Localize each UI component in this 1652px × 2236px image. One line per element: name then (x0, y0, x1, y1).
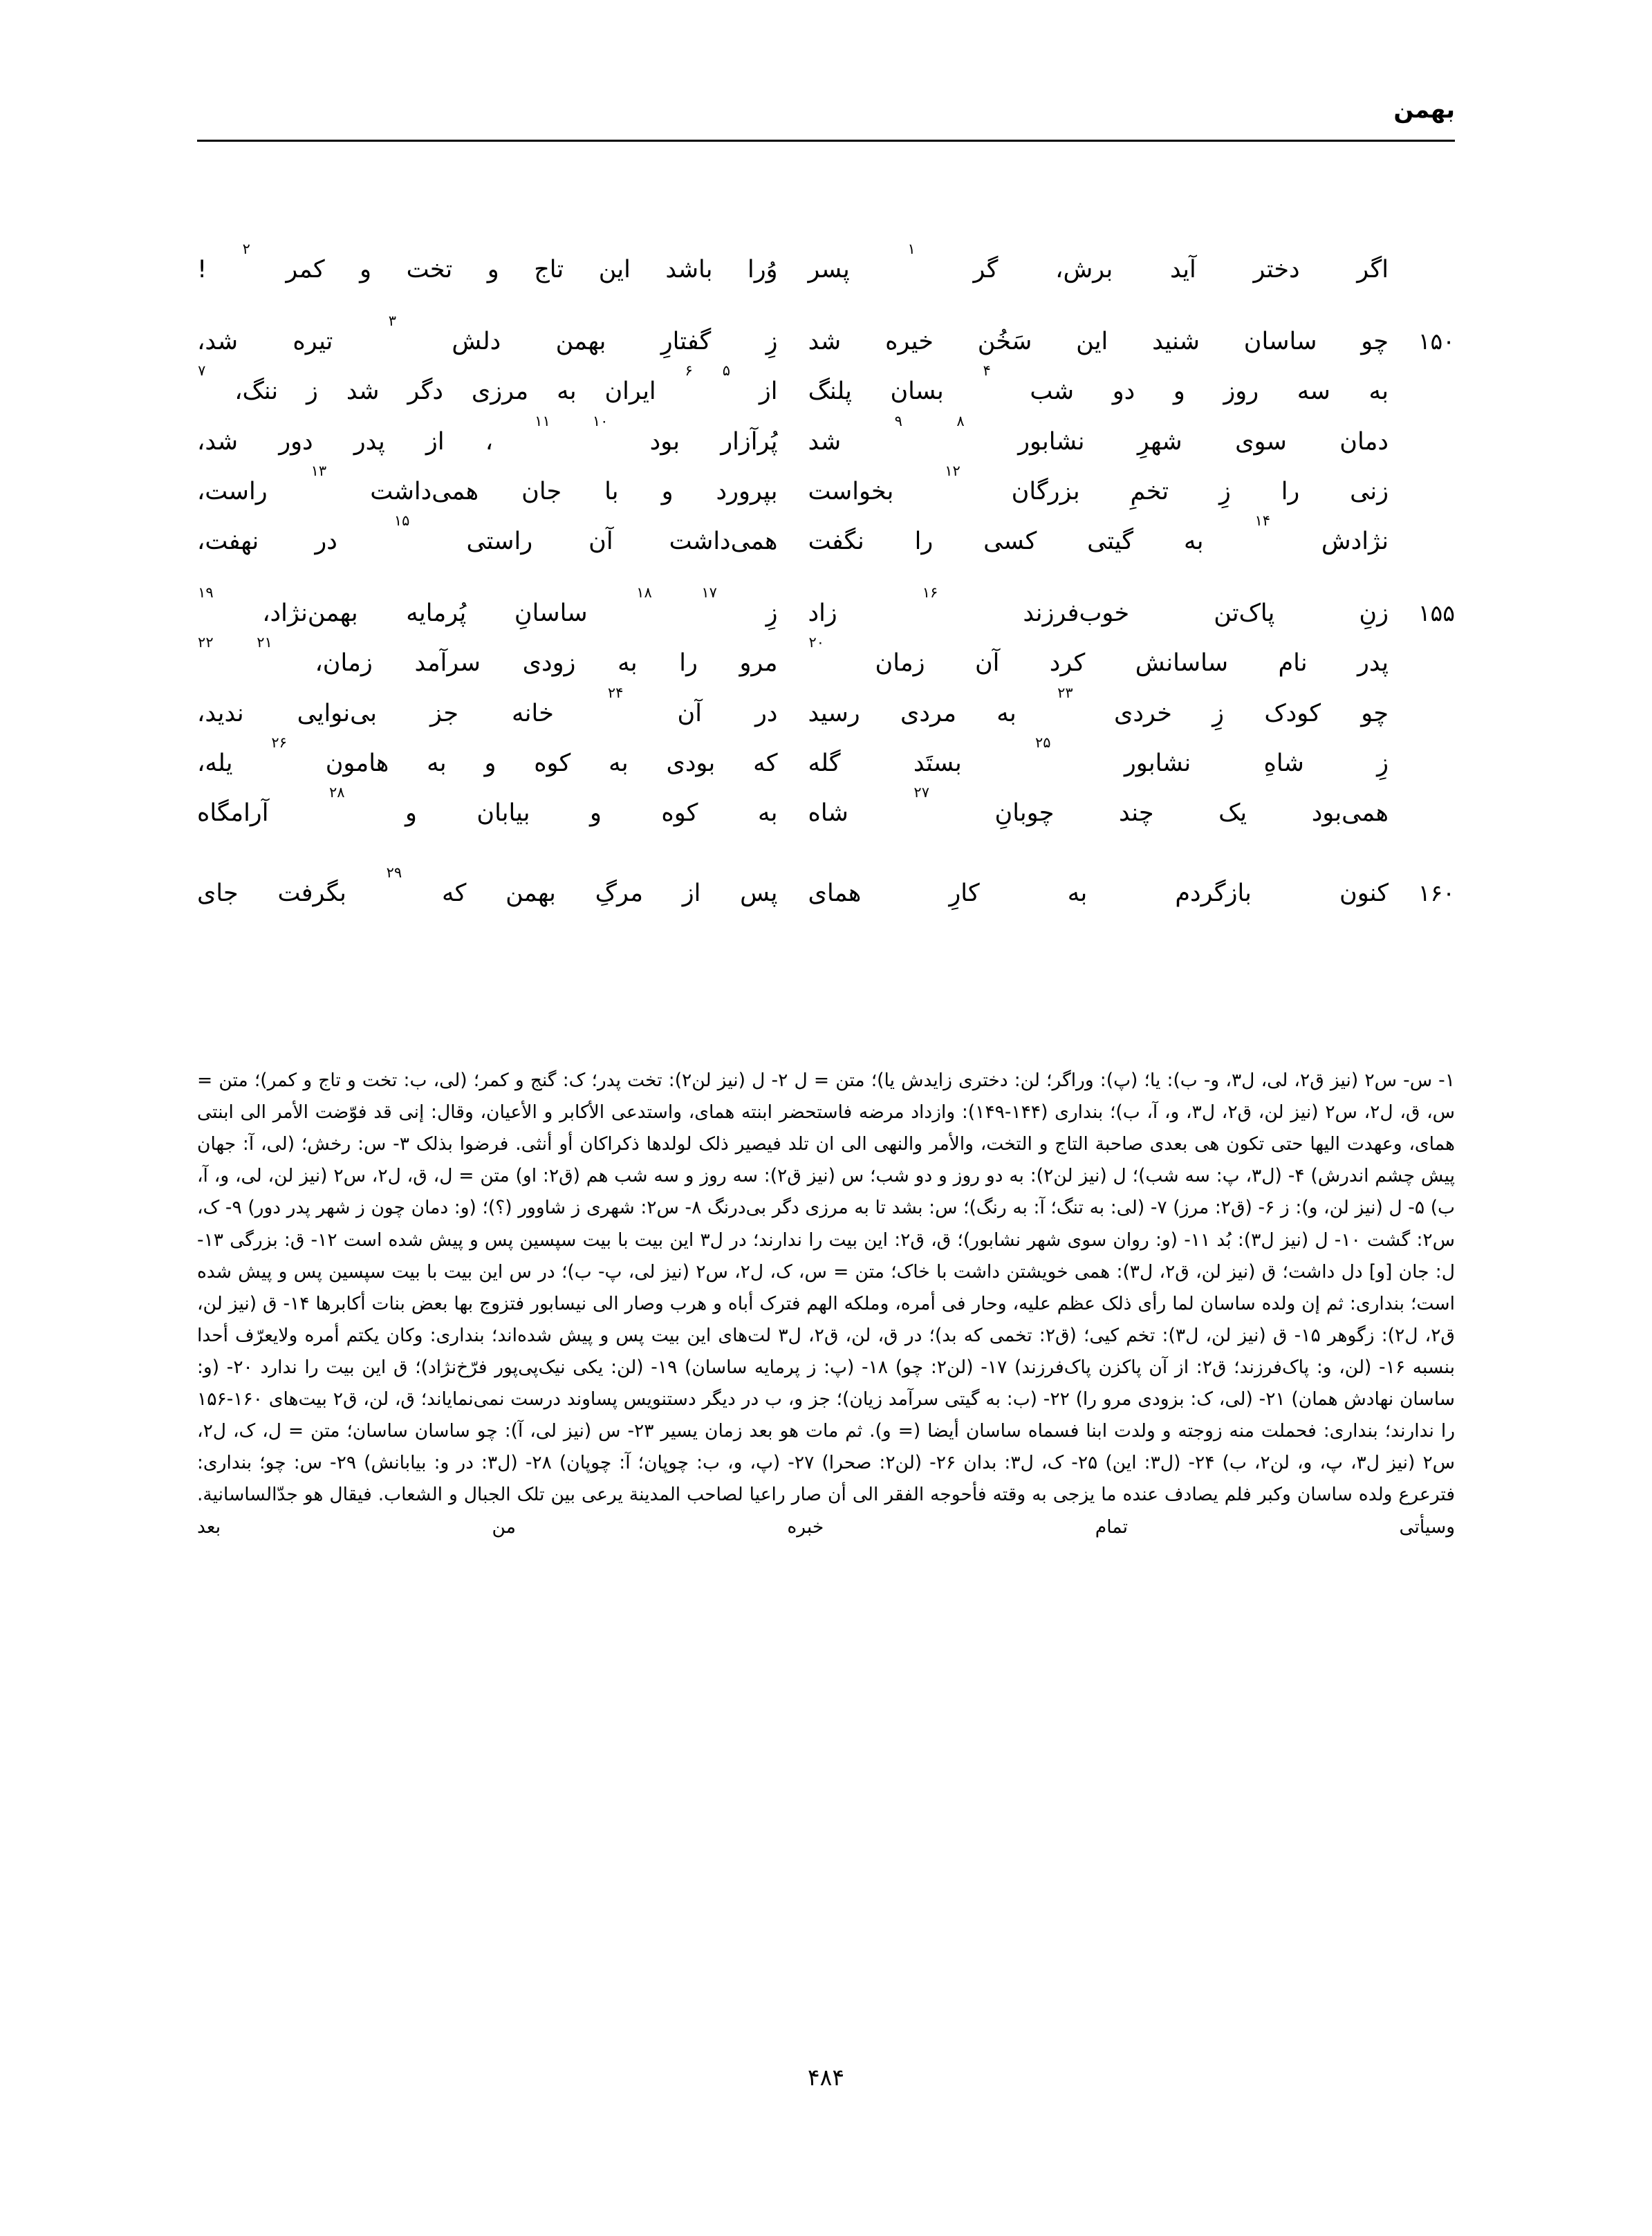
verse-word: زودی (522, 649, 576, 678)
hemistich-second (197, 734, 788, 784)
verse-word: که (441, 879, 467, 908)
verse-word: و (405, 799, 417, 827)
verse-word: ندید، (197, 699, 244, 727)
verse-word: شد (346, 378, 380, 406)
verse-word: از (759, 378, 778, 406)
verse-word: دمان (1339, 427, 1389, 456)
verse-word: مرگِ (595, 879, 644, 908)
note-marker: ۲۶ (271, 734, 287, 751)
verse-word: این (1076, 328, 1108, 356)
verse-word: کنون (1339, 879, 1389, 908)
verse-word: تخمِ (1130, 477, 1169, 505)
verse-word: نشابور (1018, 427, 1085, 456)
hemistich-second (197, 362, 788, 412)
verse-word: سَخُن (977, 328, 1032, 356)
verse-word: و (1173, 378, 1185, 406)
running-head-title: بهمن (1393, 96, 1455, 124)
verse-word: پدر (1357, 649, 1389, 678)
verse-word: چو (1361, 328, 1389, 356)
verse-word: ساسانِ (514, 599, 588, 628)
verse-couplet (197, 313, 1455, 362)
verse-word: زنِ (1359, 599, 1389, 628)
verse-word: یک (1218, 799, 1247, 827)
verse-word: ! (197, 256, 207, 283)
hemistich-first (788, 512, 1389, 562)
verse-word: زِ (765, 328, 778, 356)
verse-word: شنید (1152, 328, 1200, 356)
verse-word: زِ (765, 599, 778, 628)
verse-word: زمان، (315, 649, 373, 678)
verse-word: رسید (808, 699, 860, 727)
verse-word: با (604, 477, 619, 505)
verse-word: جان (521, 477, 562, 505)
note-marker: ۱۷ (701, 584, 717, 602)
verse-word: کودک (1264, 699, 1321, 727)
verse-word: چند (1118, 799, 1154, 827)
verse-word: همی‌بود (1311, 799, 1389, 827)
verse-word: روز (1223, 378, 1259, 406)
hemistich-second (197, 634, 788, 684)
verse-word: در (315, 527, 337, 555)
hemistich-second (197, 412, 788, 463)
note-marker: ۱۸ (636, 584, 652, 602)
verse-word: شاه (808, 799, 848, 827)
verse-word: نهفت، (197, 527, 259, 555)
hemistich-second (197, 864, 788, 914)
verse-word: در (755, 699, 778, 727)
verse-word: خانه (512, 699, 554, 727)
verse-word: دلش (452, 328, 501, 356)
verse-word: را (914, 527, 934, 555)
hemistich-first (788, 412, 1389, 463)
verse-couplet (197, 412, 1455, 463)
verse-word: راستی (466, 527, 533, 555)
note-marker: ۱۴ (1254, 512, 1270, 529)
hemistich-first (788, 734, 1389, 784)
verse-word: بخواست (808, 477, 894, 505)
verse-word: کوه (534, 749, 571, 777)
verse-word: نگفت (808, 527, 864, 555)
running-head (197, 96, 1455, 145)
note-marker: ۱۹ (198, 584, 214, 602)
verse-word: همای (808, 879, 862, 908)
verse-couplet (197, 362, 1455, 412)
verse-word: به (757, 799, 778, 827)
verse-couplet (197, 241, 1455, 290)
note-marker: ۸ (956, 412, 965, 429)
hemistich-second (197, 512, 788, 562)
verse-couplet (197, 584, 1455, 634)
verse-word: ز (306, 378, 318, 406)
verse-number: ۱۶۰ (1418, 879, 1455, 907)
verse-word: را (679, 649, 698, 678)
note-marker: ۱۶ (922, 584, 938, 602)
verse-word: آید (1169, 256, 1196, 283)
verse-word: بی‌نوایی (297, 699, 377, 727)
verse-word: دختر (1253, 256, 1300, 283)
verse-word: دگر (407, 378, 443, 406)
note-marker: ۶ (685, 362, 693, 380)
hemistich-first (788, 783, 1389, 834)
note-marker: ۱۵ (393, 512, 410, 529)
verse-word: زِ (1377, 749, 1389, 777)
verse-word: پاک‌تن (1214, 599, 1275, 628)
note-marker: ۷ (198, 362, 206, 380)
verse-couplet (197, 634, 1455, 684)
verse-word: جز (430, 699, 458, 727)
hemistich-first (788, 241, 1389, 290)
verse-word: شهرِ (1137, 427, 1182, 456)
verse-word: و (484, 749, 496, 777)
verse-word: پُرآزار (721, 427, 778, 456)
note-marker: ۲۹ (386, 864, 402, 882)
verse-word: مرو (739, 649, 778, 678)
hemistich-second (197, 462, 788, 512)
verse-word: ایران (604, 378, 656, 406)
verse-word: به (427, 749, 447, 777)
verse-word: شد (808, 427, 842, 456)
verse-word: جای (197, 879, 239, 908)
verse-word: و (487, 256, 499, 283)
verse-word: به (1368, 378, 1389, 406)
verse-word: بود (649, 427, 680, 456)
note-marker: ۳ (388, 313, 397, 330)
verse-word: اگر (1357, 256, 1389, 283)
verse-number: ۱۵۵ (1418, 599, 1455, 627)
note-marker: ۲۵ (1035, 734, 1051, 751)
hemistich-first (788, 584, 1389, 634)
hemistich-second (197, 684, 788, 734)
verse-word: نشابور (1124, 749, 1191, 777)
verse-word: هامون (325, 749, 389, 777)
verse-word: ساسانش (1135, 649, 1229, 678)
folio-number: ۴۸۴ (807, 2064, 845, 2091)
verse-word: همی‌داشت (370, 477, 479, 505)
hemistich-first (788, 462, 1389, 512)
verse-word: و (589, 799, 602, 827)
verse-word: سرآمد (414, 649, 481, 678)
verse-word: بگرفت (277, 879, 346, 908)
verse-word: آن (974, 649, 1000, 678)
verse-word: خیره (885, 328, 934, 356)
note-marker: ۱ (907, 241, 916, 257)
note-marker: ۲۴ (607, 684, 624, 701)
verse-word: به (996, 699, 1017, 727)
verse-couplet (197, 512, 1455, 562)
verse-number: ۱۵۰ (1418, 328, 1455, 355)
verse-word: بسان (890, 378, 944, 406)
verse-word: کمر (286, 256, 325, 283)
verse-word: آن (588, 527, 613, 555)
verse-word: تاج (534, 256, 564, 283)
verse-word: نژادش (1321, 527, 1389, 555)
verse-word: از (425, 427, 445, 456)
verse-couplet (197, 734, 1455, 784)
note-marker: ۲۱ (257, 634, 272, 651)
verse-word: پُرمایه (406, 599, 467, 628)
note-marker: ۱۲ (945, 462, 960, 479)
note-marker: ۴ (983, 362, 991, 380)
verse-word: راست، (197, 477, 268, 505)
verse-word: چو (1361, 699, 1389, 727)
verse-word: تیره (293, 328, 333, 356)
verse-word: برش، (1055, 256, 1113, 283)
note-marker: ۲۰ (808, 634, 825, 651)
hemistich-second (197, 783, 788, 834)
verse-word: بهمن (555, 328, 606, 356)
apparatus-text: ۱- س- س۲ (نیز ق۲، لی، ل۳، و- ب): یا؛ (پ): وراگر؛ لن: دختری زایدش یا)؛ متن = ل ۲- ل (نیز لن۲): تخت پدر؛ ک: گنج و کمر؛ (لی، ب: تخت و تاج و کمر)؛ متن = س، ق، ل۲، س۲ (نیز لن، ق۲، ل۳، و، آ، ب)؛ بنداری (۱۴۴-۱۴۹): وازداد مرضه فاستحضر ابنته همای، واستدعی الأکابر و الأعیان، وقال: إنی قد فوّضت الأمر الی ابنتی همای، وعهدت الیها حتی تکون هی بعدی صاحبة التاج و التخت، والأمر والنهی الی ان تلد فیصیر ذلک لولدها ذکراکان أو أنثی. فرضوا بذلک ۳- س: رخش؛ (لی، آ: جهان پیش چشم اندرش) ۴- (ل۳، پ: سه شب)؛ ل (نیز لن۲): به دو روز و دو شب؛ س (نیز ق۲): سه روز و سه شب هم (ق۲: او) متن = ل، ق، ل۲، س۲ (نیز لن، لی، و، آ، ب) ۵- ل (نیز لن، و): ز ۶- (ق۲: مرز) ۷- (لی: به تنگ؛ آ: به رنگ)؛ س: بشد تا به مرزی دگر بی‌درنگ ۸- س۲: شهری ز شاوور (؟)؛ (و: دمان چون ز شهر پدر دور) ۹- ک، س۲: گشت ۱۰- ل (نیز ل۳): بُد ۱۱- (و: روان سوی شهر نشابور)؛ ق، ق۲: این بیت را ندارند؛ در ل۳ این بیت با بیت سپسین پس و پیش شده است ۱۲- ق: بزرگی ۱۳- ل: جان [و] دل داشت؛ ق (نیز لن، ق۲، ل۳): همی خویشتن داشت با خاک؛ متن = س، ک، ل۲، س۲ (نیز لی، پ- ب)؛ در س این بیت با بیت سپسین پس و پیش شده است؛ بنداری: ثم إن ولده ساسان لما رأی ذلک عظم علیه، وحار فی أمره، وملکه الهم فترک أباه و هرب وصار الی نیسابور فتزوج بها بعض بنات أکابرها ۱۴- ق (نیز لن، ق۲، ل۲): زگوهر ۱۵- ق (نیز لن، ل۳): تخم کیی؛ (ق۲: تخمی که بد)؛ در ق، لن، ق۲، ل۳ لت‌های این بیت پس و پیش شده‌اند؛ بنداری: وکان یکتم أمره ولایعرّف أحدا بنسبه ۱۶- (لن، و: پاک‌فرزند؛ ق۲: از آن پاکزن پاک‌فرزند) ۱۷- (لن۲: چو) ۱۸- (پ: ز پرمایه ساسان) ۱۹- (لن: یکی نیک‌پی‌پور فرّخ‌نژاد)؛ ق این بیت را ندارد ۲۰- (و: ساسان نهادش همان) ۲۱- (لی، ک: بزودی مرو را) ۲۲- (ب: به گیتی سرآمد زیان)؛ جز و، ب در دیگر دستنویس پساوند درست نمی‌نمایاند؛ ق، لن، ق۲ بیت‌های ۱۶۰-۱۵۶ را ندارند؛ بنداری: فحملت منه زوجته و ولدت ابنا فسماه ساسان أیضا (= و). ثم مات هو بعد زمان یسیر ۲۳- س (نیز لی، آ): چو ساسان ساسان؛ متن = ل، ک، ل۲، س۲ (نیز ل۳، پ، و، لن۲، ب) ۲۴- (ل۳: این) ۲۵- ک، ل۳: بدان ۲۶- (لن۲: صحرا) ۲۷- (پ، و، ب: چوپان؛ آ: چوپان) ۲۸- (ل۳: در و: بیابانش) ۲۹- س: چو؛ بنداری: فترعرع ولده ساسان وکبر فلم یصادف عنده ما یزجی به وقته فأحوجه الفقر الی أن صار راعیا لصاحب المدینة یرعی بین تلک الجبال و الشعاب. فیقال هو جدّالساسانیة. وسیأتی تمام خبره من بعد (197, 1070, 1456, 1538)
verse-word: ، (485, 427, 494, 456)
verse-word: یله، (197, 749, 233, 777)
note-marker: ۲ (242, 241, 250, 257)
verse-word: نام (1278, 649, 1308, 678)
verse-word: باشد (665, 256, 713, 283)
verse-word: به (618, 649, 638, 678)
verse-word: گفتارِ (660, 328, 712, 356)
verse-word: بودی (666, 749, 716, 777)
hemistich-first (788, 684, 1389, 734)
verse-word: تخت (406, 256, 453, 283)
verse-word: بهمن‌نژاد، (262, 599, 358, 628)
note-marker: ۲۲ (198, 634, 214, 651)
verse-word: مردی (900, 699, 957, 727)
verse-word: خردی (1113, 699, 1172, 727)
verse-word: گله (808, 749, 841, 777)
verse-word: سه (1297, 378, 1330, 406)
verse-word: به (557, 378, 577, 406)
verse-word: به (1067, 879, 1088, 908)
note-marker: ۲۸ (328, 783, 345, 801)
verse-word: زنی (1350, 477, 1389, 505)
note-marker: ۲۳ (1057, 684, 1073, 701)
verse-word: همی‌داشت (669, 527, 778, 555)
verse-word: ساسان (1243, 328, 1317, 356)
verse-word: شاهِ (1263, 749, 1304, 777)
verse-word: سوی (1235, 427, 1287, 456)
note-marker: ۹ (894, 412, 902, 429)
verse-word: شد، (197, 328, 239, 356)
verse-couplet (197, 783, 1455, 834)
verse-word: بازگردم (1175, 879, 1252, 908)
apparatus-criticus (197, 1065, 1455, 1543)
verse-word: به (609, 749, 629, 777)
note-marker: ۱۳ (310, 462, 327, 479)
hemistich-second (197, 313, 788, 362)
verse-word: ننگ، (234, 378, 279, 406)
verse-word: زمان (875, 649, 925, 678)
verse-word: پدر (353, 427, 385, 456)
verse-word: پسر (808, 256, 850, 283)
verse-word: زِ (1212, 699, 1225, 727)
verse-word: شب (1030, 378, 1075, 406)
verse-word: کارِ (949, 879, 980, 908)
verse-word: خوب‌فرزند (1023, 599, 1130, 628)
verse-word: گر (973, 256, 999, 283)
verse-word: آرامگاه (197, 799, 269, 827)
verse-word: گیتی (1087, 527, 1134, 555)
verse-couplet (197, 462, 1455, 512)
verse-word: از (682, 879, 701, 908)
verse-word: کوه (661, 799, 698, 827)
hemistich-second (197, 241, 788, 290)
note-marker: ۲۷ (913, 783, 929, 801)
hemistich-first (788, 873, 1389, 914)
hemistich-first (788, 634, 1389, 684)
verse-word: شد (808, 328, 842, 356)
verse-word: دور (279, 427, 313, 456)
verse-word: مرزی (471, 378, 529, 406)
verse-word: دو (1112, 378, 1135, 406)
hemistich-second (197, 584, 788, 634)
verse-word: آن (677, 699, 702, 727)
verse-word: را (1281, 477, 1300, 505)
hemistich-first (788, 362, 1389, 412)
verse-word: بهمن (505, 879, 556, 908)
hemistich-first (788, 321, 1389, 362)
verse-word: و (661, 477, 674, 505)
verse-word: پس (740, 879, 778, 908)
verse-block (197, 241, 1455, 922)
verse-word: شد، (197, 427, 239, 456)
verse-couplet (197, 684, 1455, 734)
verse-word: کسی (983, 527, 1037, 555)
verse-word: و (360, 256, 372, 283)
verse-word: وُرا (747, 256, 778, 283)
verse-couplet (197, 864, 1455, 914)
verse-word: بیابان (476, 799, 530, 827)
verse-word: که (753, 749, 778, 777)
verse-word: این (598, 256, 631, 283)
verse-word: بستَد (913, 749, 962, 777)
note-marker: ۱۱ (535, 412, 550, 429)
verse-word: به (1184, 527, 1204, 555)
note-marker: ۵ (722, 362, 730, 380)
verse-word: بپرورد (716, 477, 778, 505)
note-marker: ۱۰ (592, 412, 609, 429)
verse-word: زِ (1218, 477, 1231, 505)
verse-word: چوبانِ (994, 799, 1055, 827)
verse-word: کرد (1049, 649, 1086, 678)
running-head-rule (197, 140, 1455, 142)
verse-word: زاد (808, 599, 837, 628)
verse-word: بزرگان (1011, 477, 1080, 505)
verse-word: پلنگ (808, 378, 852, 406)
